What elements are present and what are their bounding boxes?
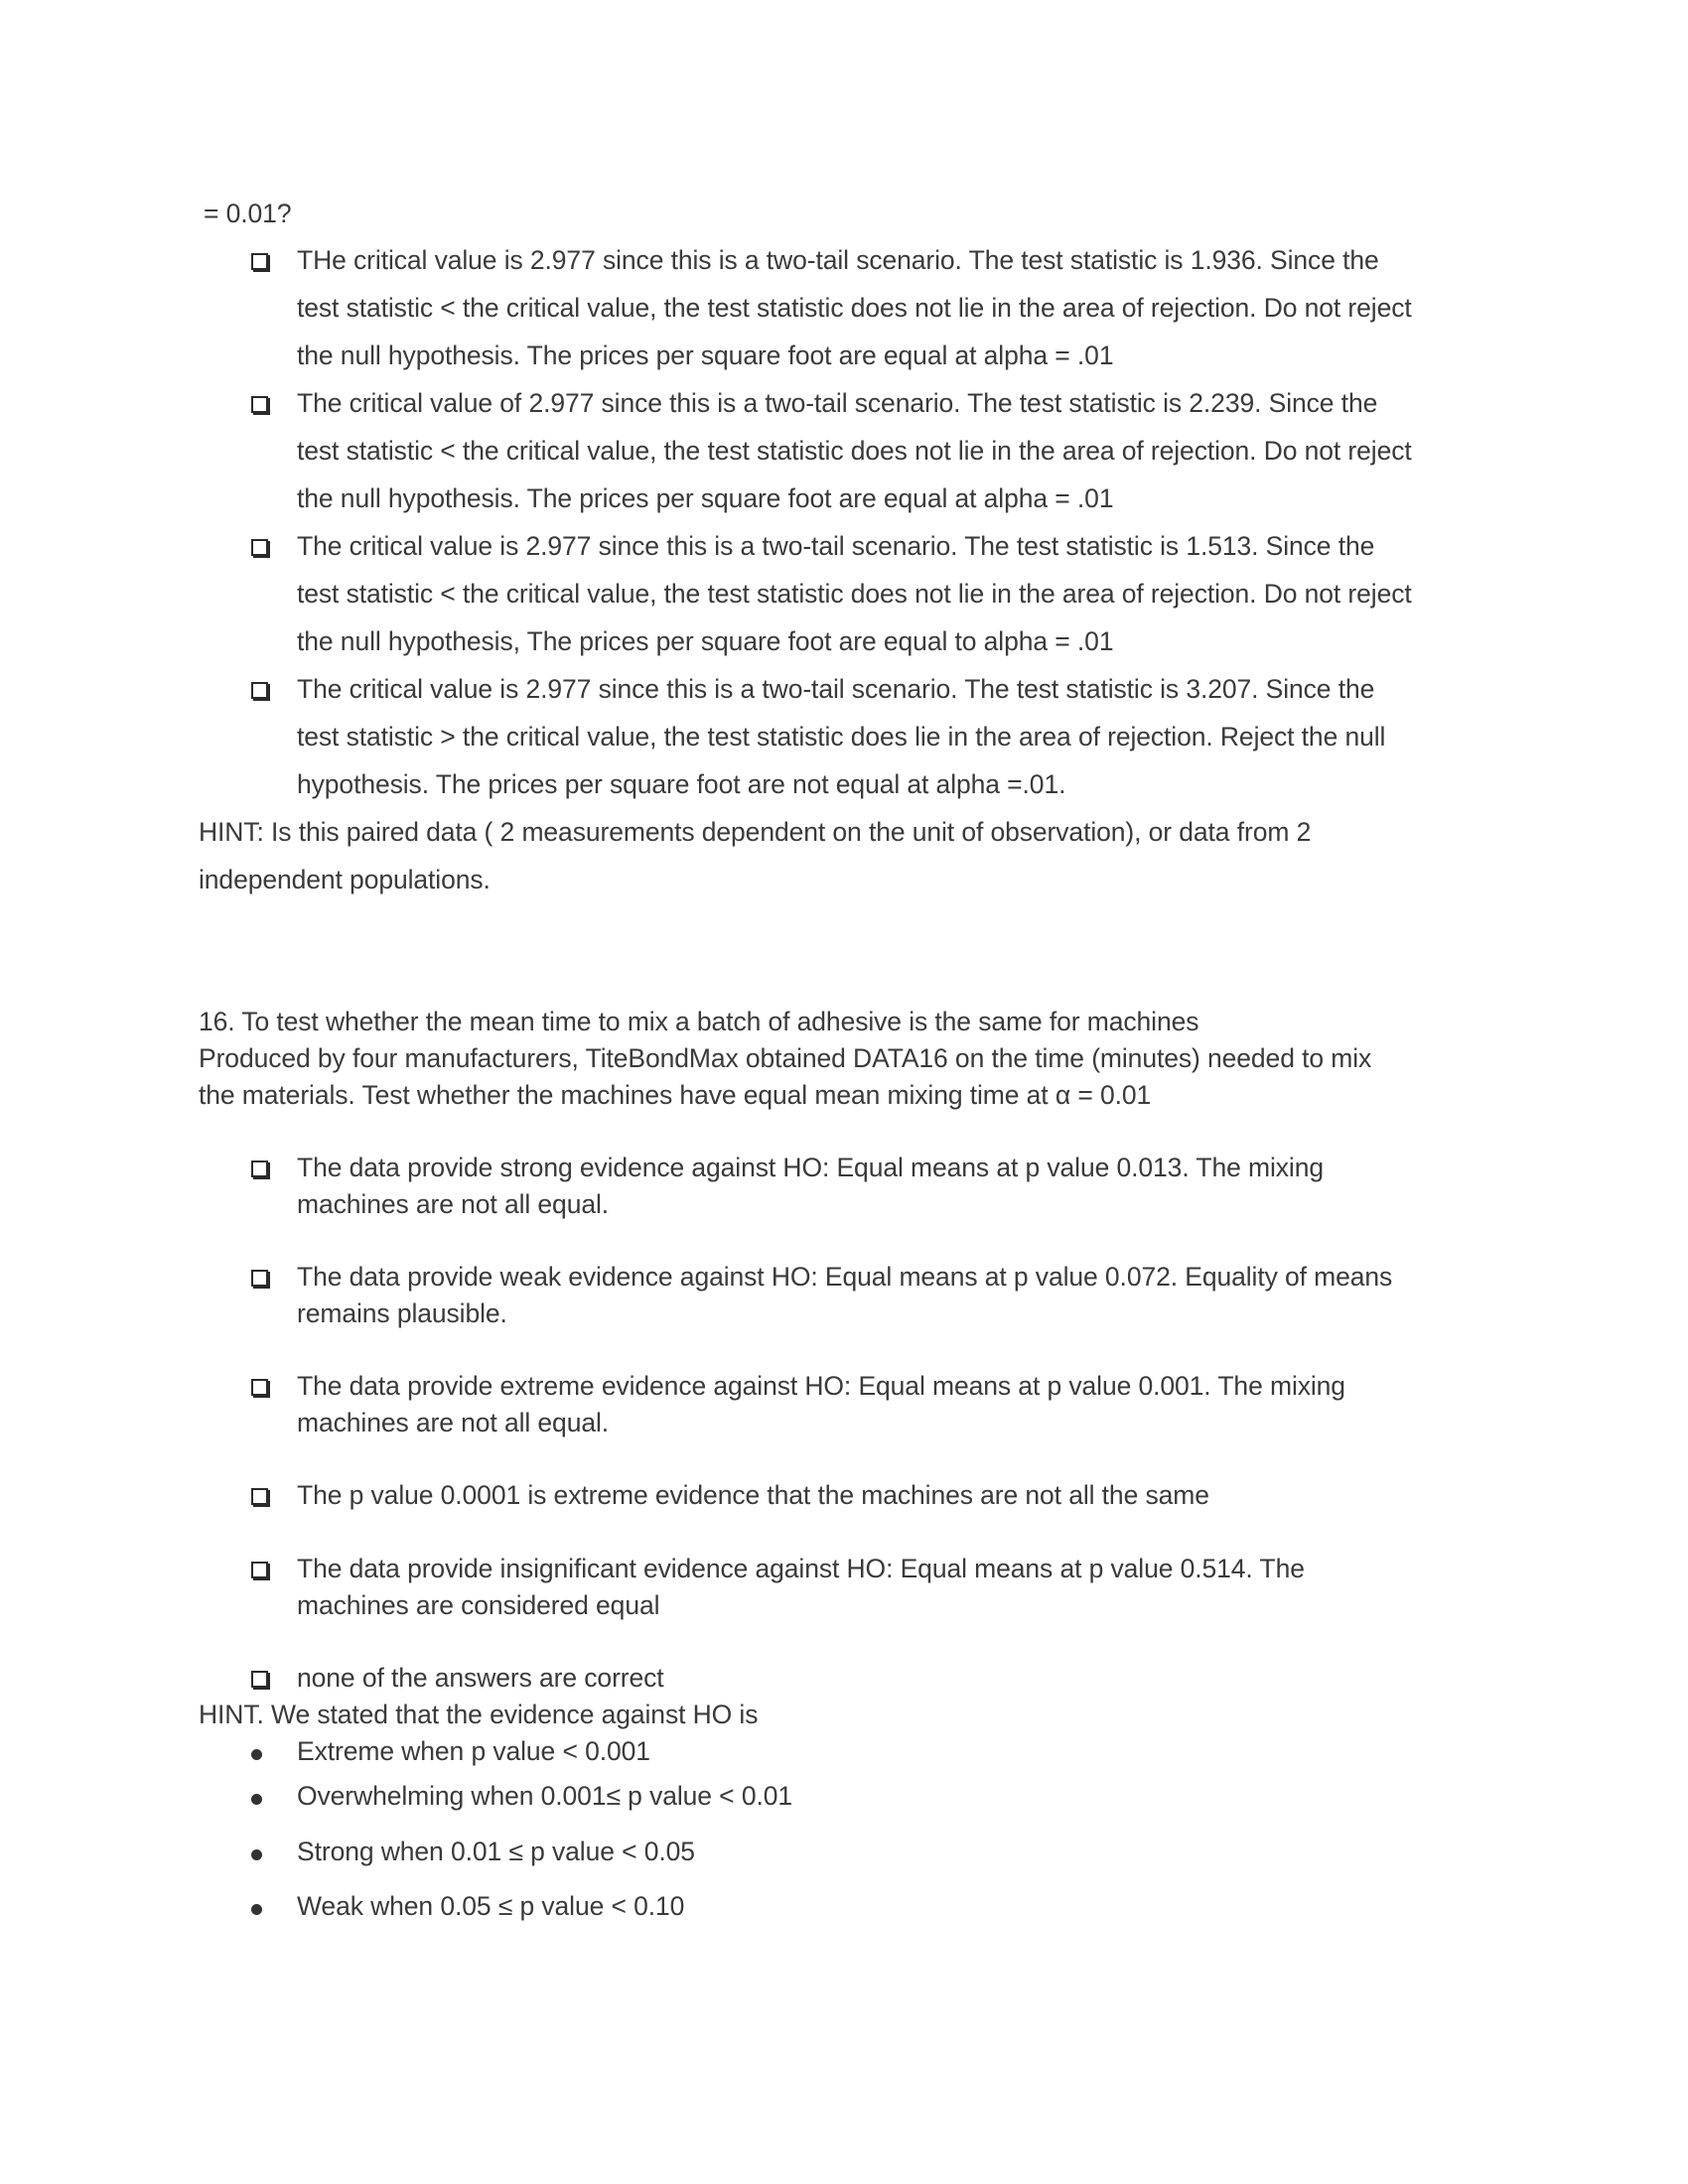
option-line: the null hypothesis. The prices per square foot are equal at alpha = .01 <box>297 483 1114 513</box>
option-checkbox[interactable] <box>251 1671 268 1688</box>
option-line: The data provide insignificant evidence against HO: Equal means at p value 0.514. The <box>297 1554 1305 1583</box>
option-checkbox[interactable] <box>251 1379 268 1396</box>
option-line: test statistic < the critical value, the test statistic does not lie in the area of rejection. Do not reject <box>297 436 1412 466</box>
option-checkbox[interactable] <box>251 1488 268 1505</box>
bullet-icon <box>251 1749 262 1760</box>
bullet-icon <box>251 1794 262 1805</box>
option-line: test statistic < the critical value, the test statistic does not lie in the area of rejection. Do not reject <box>297 579 1412 609</box>
option-line: The data provide weak evidence against HO: Equal means at p value 0.072. Equality of means <box>297 1262 1393 1292</box>
option-checkbox[interactable] <box>251 682 268 699</box>
option-line: The data provide extreme evidence against HO: Equal means at p value 0.001. The mixing <box>297 1371 1345 1401</box>
question-stem: the materials. Test whether the machines have equal mean mixing time at α = 0.01 <box>199 1080 1152 1110</box>
option-line: machines are not all equal. <box>297 1408 610 1437</box>
option-line: The critical value is 2.977 since this is a two-tail scenario. The test statistic is 3.207. Since the <box>297 674 1375 704</box>
option-line: The critical value of 2.977 since this is a two-tail scenario. The test statistic is 2.239. Since the <box>297 388 1378 418</box>
option-line: remains plausible. <box>297 1298 507 1328</box>
hint-text: HINT: Is this paired data ( 2 measurements dependent on the unit of observation), or data from 2 <box>199 817 1312 847</box>
option-line: The critical value is 2.977 since this is a two-tail scenario. The test statistic is 1.513. Since the <box>297 531 1375 561</box>
hint-item: Extreme when p value < 0.001 <box>297 1736 650 1766</box>
option-checkbox[interactable] <box>251 539 268 556</box>
hint-title: HINT. We stated that the evidence against HO is <box>199 1700 759 1729</box>
option-checkbox[interactable] <box>251 253 268 270</box>
option-line: machines are not all equal. <box>297 1189 610 1219</box>
bullet-icon <box>251 1904 262 1915</box>
hint-item: Weak when 0.05 ≤ p value < 0.10 <box>297 1891 685 1921</box>
option-line: none of the answers are correct <box>297 1663 664 1693</box>
option-checkbox[interactable] <box>251 1160 268 1177</box>
hint-item: Overwhelming when 0.001≤ p value < 0.01 <box>297 1781 792 1811</box>
question-stem: 16. To test whether the mean time to mix a batch of adhesive is the same for machines <box>199 1007 1199 1036</box>
question-stem: Produced by four manufacturers, TiteBondMax obtained DATA16 on the time (minutes) needed to mix <box>199 1043 1372 1073</box>
bullet-icon <box>251 1849 262 1860</box>
option-checkbox[interactable] <box>251 396 268 413</box>
option-checkbox[interactable] <box>251 1270 268 1287</box>
hint-text: independent populations. <box>199 865 491 894</box>
option-line: hypothesis. The prices per square foot are not equal at alpha =.01. <box>297 769 1066 799</box>
option-line: test statistic > the critical value, the test statistic does lie in the area of rejection. Reject the null <box>297 722 1386 751</box>
option-line: The data provide strong evidence against HO: Equal means at p value 0.013. The mixing <box>297 1153 1324 1182</box>
option-line: the null hypothesis. The prices per square foot are equal at alpha = .01 <box>297 341 1114 370</box>
option-checkbox[interactable] <box>251 1562 268 1578</box>
question-header: = 0.01? <box>204 199 292 228</box>
hint-item: Strong when 0.01 ≤ p value < 0.05 <box>297 1837 695 1866</box>
option-line: machines are considered equal <box>297 1590 660 1620</box>
option-line: The p value 0.0001 is extreme evidence that the machines are not all the same <box>297 1480 1209 1510</box>
option-line: test statistic < the critical value, the test statistic does not lie in the area of rejection. Do not reject <box>297 293 1412 323</box>
option-line: the null hypothesis, The prices per square foot are equal to alpha = .01 <box>297 626 1114 656</box>
option-line: THe critical value is 2.977 since this is a two-tail scenario. The test statistic is 1.936. Since the <box>297 245 1379 275</box>
